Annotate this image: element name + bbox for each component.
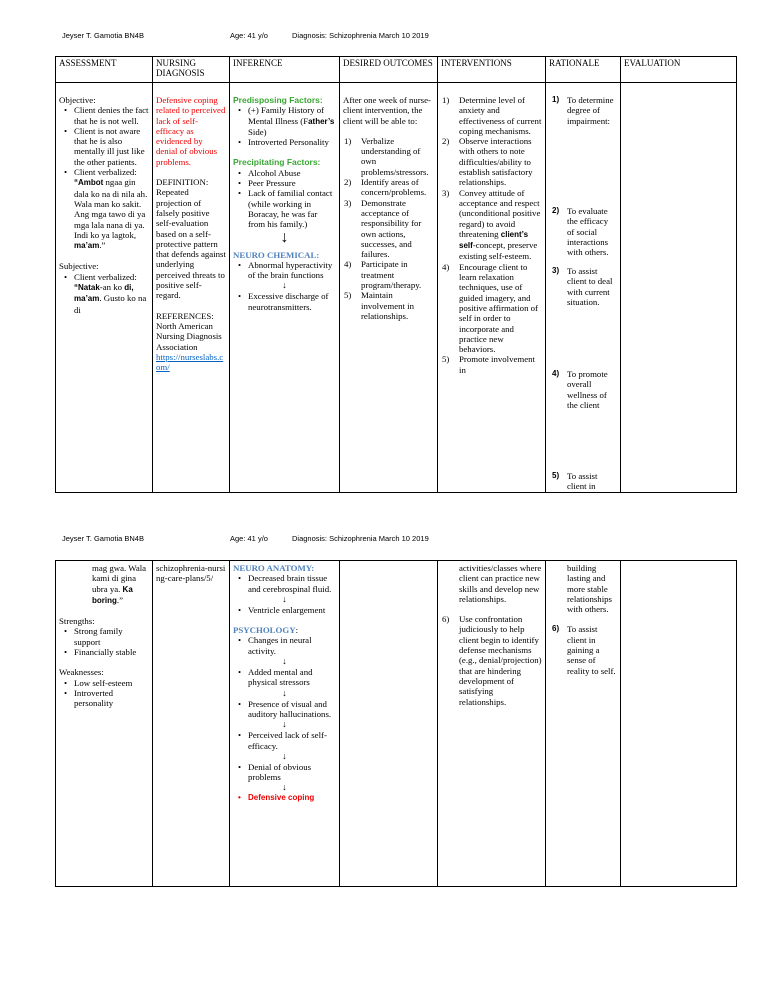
psychology-final-item: • Defensive coping (248, 793, 336, 803)
student-name: Jeyser T. Gamotia BN4B (62, 31, 144, 40)
references-label: REFERENCES: (156, 310, 214, 321)
down-arrow-icon: ↓ (282, 719, 287, 730)
fathers-text: ather’s (308, 116, 335, 126)
neuro-chemical-item: • Excessive discharge of neurotransmitters. (248, 291, 336, 312)
outcomes-cell (340, 561, 438, 887)
precipitating-label: Precipitating Factors: (233, 157, 321, 168)
col-assessment: ASSESSMENT (56, 57, 153, 83)
precipitating-item: • Lack of familial contact (while working in Boracay, he was far from his family.) (248, 188, 336, 229)
predisposing-list (233, 105, 336, 147)
down-arrow-icon: ↓ (282, 782, 287, 793)
quote-text: ngaa gin dala ko na di nila ah. Wala man ko sakit. Ang mga tawo di ya mga lala nana di ya. Indi ko ya lagtok, (74, 177, 148, 240)
reference-link[interactable]: https://nurseslabs.com/ (156, 351, 224, 373)
rationale-text: To evaluate the efficacy of social interactions with others. (567, 206, 609, 258)
rationale-number: 6) (552, 624, 560, 634)
intervention-text: Promote involvement in (459, 354, 535, 375)
outcomes-list (343, 136, 434, 321)
down-arrow-icon: ↓ (282, 656, 287, 667)
outcome-text: Demonstrate acceptance of responsibility for own actions, successes, and failures. (361, 197, 422, 260)
psychology-colon: : (295, 625, 299, 636)
rationale-continued: building lasting and more stable relationships with others. (567, 563, 612, 615)
rationale-list (549, 624, 617, 675)
definition-label: DEFINITION: (156, 177, 209, 188)
intervention-continued: activities/classes where client can practice new skills and develop new relationships. (459, 563, 542, 604)
down-arrow-icon: ↓ (280, 228, 289, 246)
strength-item: • Financially stable (74, 647, 149, 657)
predisposing-text: Side) (248, 126, 267, 137)
subjective-label: Subjective: (59, 261, 99, 272)
rationale-text: To assist client in gaining a sense of reality to self. (567, 624, 616, 676)
interventions-cell (438, 83, 546, 493)
psychology-list (233, 762, 336, 783)
subjective-continued (59, 563, 149, 606)
neuro-anatomy-list (233, 605, 336, 615)
psychology-list (233, 793, 336, 803)
quote-text: mag gwa. Wala kami di gina ubra ya. (92, 563, 147, 594)
inference-cell (230, 83, 340, 493)
outcome-item (344, 290, 434, 321)
quote-end: .” (116, 594, 123, 605)
outcome-text: Verbalize understanding of own problems/stressors. (361, 135, 429, 177)
intervention-item (442, 614, 542, 707)
interventions-cell (438, 561, 546, 887)
clients-self-text: client’s self (459, 229, 529, 251)
diagnosis-date: Diagnosis: Schizophrenia March 10 2019 (292, 534, 429, 543)
precipitating-list (233, 168, 336, 230)
outcome-number: 4) (344, 259, 352, 270)
psychology-item: • Changes in neural activity. (248, 635, 336, 656)
rationale-list (549, 95, 617, 492)
objective-item: • Client denies the fact that he is not well. (74, 105, 149, 126)
col-evaluation: EVALUATION (621, 57, 737, 83)
down-arrow-icon: ↓ (282, 750, 287, 761)
interventions-list (441, 95, 542, 375)
rationale-number: 2) (552, 206, 560, 215)
neuro-anatomy-label: NEURO ANATOMY: (233, 563, 315, 573)
reference-text: North American Nursing Diagnosis Association (156, 320, 222, 352)
psychology-item: • Presence of visual and auditory hallucinations. (248, 699, 336, 720)
psychology-item: • Denial of obvious problems (248, 762, 336, 783)
intervention-item (442, 95, 542, 136)
assessment-cell (56, 561, 153, 887)
down-arrow-icon: ↓ (282, 687, 287, 698)
rationale-item (552, 95, 617, 206)
psychology-item: • Added mental and physical stressors (248, 667, 336, 688)
weaknesses-label: Weaknesses: (59, 667, 104, 678)
outcome-item (344, 259, 434, 291)
strength-item: • Strong family support (74, 626, 149, 647)
rationale-item (552, 624, 617, 676)
evaluation-cell (621, 83, 737, 493)
psychology-list (233, 635, 336, 656)
psychology-list (233, 699, 336, 720)
quote-start: “Ambot (74, 178, 104, 188)
definition-text: Repeated projection of falsely positive self-evaluation based on a self-protective pattern that defends against underlying perceived threats to positive self-regard. (156, 187, 226, 301)
precipitating-item: • Alcohol Abuse (248, 168, 336, 178)
rationale-item (552, 206, 617, 266)
intervention-text: Determine level of anxiety and effectiveness of current coping mechanisms. (459, 95, 542, 136)
quote-end: .” (99, 240, 106, 251)
header-row (56, 57, 737, 83)
nursing-diagnosis-cell (153, 561, 230, 887)
diagnosis-date: Diagnosis: Schizophrenia March 10 2019 (292, 31, 429, 40)
intervention-number: 2) (442, 136, 450, 147)
quote-text: -an ko (99, 282, 125, 293)
down-arrow-icon: ↓ (282, 593, 287, 604)
outcome-item (344, 197, 434, 260)
rationale-text: To assist client to deal with current situation. (567, 266, 613, 307)
intervention-text: Encourage client to learn relaxation techniques, use of guided imagery, and positive affirmation of self in order to incorporate and practice new behaviors. (459, 261, 538, 355)
neuro-chemical-item: • Abnormal hyperactivity of the brain functions (248, 260, 336, 281)
psychology-title: PSYCHOLOGY (233, 625, 296, 636)
objective-label: Objective: (59, 95, 96, 105)
objective-item (74, 167, 149, 251)
intervention-text: Use confrontation judiciously to help client begin to identify defense mechanisms (e.g., denial/projection) that are hindering development of satisfying relationships. (459, 614, 542, 707)
rationale-number: 3) (552, 266, 560, 275)
col-inference: INFERENCE (230, 57, 340, 83)
intervention-text: -concept, preserve existing self-esteem. (459, 240, 538, 262)
intervention-number: 6) (442, 614, 450, 625)
rationale-text: To promote overall wellness of the client (567, 369, 608, 410)
inference-cell (230, 561, 340, 887)
outcomes-cell (340, 83, 438, 493)
predisposing-label: Predisposing Factors: (233, 95, 323, 105)
rationale-number: 4) (552, 369, 560, 378)
intervention-item (442, 187, 542, 262)
patient-age: Age: 41 y/o (230, 534, 268, 543)
subjective-list (59, 272, 149, 315)
nursing-diagnosis-statement: Defensive coping related to perceived lack of self-efficacy as evidenced by denial of obvious problems. (156, 95, 226, 167)
col-rationale: RATIONALE (546, 57, 621, 83)
content-row (56, 561, 737, 887)
col-nursing-diagnosis: NURSING DIAGNOSIS (153, 57, 230, 83)
outcome-number: 1) (344, 135, 352, 146)
interventions-list (441, 614, 542, 707)
strengths-list (59, 626, 149, 657)
intervention-item (442, 136, 542, 188)
subjective-item (74, 272, 149, 315)
outcome-text: Identify areas of concern/problems. (361, 177, 427, 198)
content-row (56, 83, 737, 493)
intervention-number: 5) (442, 354, 450, 365)
intervention-number: 3) (442, 187, 450, 198)
rationale-number: 5) (552, 471, 560, 480)
col-desired-outcomes: DESIRED OUTCOMES (340, 57, 438, 83)
intervention-number: 4) (442, 261, 450, 272)
rationale-text: To determine degree of impairment: (567, 95, 614, 126)
neuro-anatomy-item: • Decreased brain tissue and cerebrospinal fluid. (248, 573, 336, 594)
rationale-cell (546, 83, 621, 493)
weakness-item: • Low self-esteem (74, 678, 149, 688)
psychology-item: • Perceived lack of self-efficacy. (248, 730, 336, 751)
weakness-item: • Introverted personality (74, 688, 149, 709)
down-arrow-icon: ↓ (282, 280, 287, 291)
strengths-label: Strengths: (59, 616, 95, 627)
outcome-number: 3) (344, 197, 352, 208)
precipitating-item: • Peer Pressure (248, 178, 336, 188)
outcome-item (344, 135, 434, 177)
rationale-number: 1) (552, 95, 560, 104)
verbalized-label: Client verbalized: (74, 271, 137, 282)
outcome-number: 5) (344, 290, 352, 301)
neuro-chemical-list (233, 260, 336, 281)
objective-item: • Client is not aware that he is also mentally ill just like the other patients. (74, 126, 149, 167)
assessment-cell (56, 83, 153, 493)
rationale-item (552, 266, 617, 369)
col-interventions: INTERVENTIONS (438, 57, 546, 83)
outcome-text: Participate in treatment program/therapy. (361, 259, 422, 291)
neuro-chemical-list (233, 291, 336, 312)
quote-maam: di, ma’am (74, 283, 134, 304)
outcome-item (344, 177, 434, 198)
patient-age: Age: 41 y/o (230, 31, 268, 40)
reference-link-continued[interactable]: schizophrenia-nursing-care-plans/5/ (156, 563, 226, 584)
intervention-number: 1) (442, 95, 450, 105)
intervention-text: Convey attitude of acceptance and respect (unconditional positive regard) to avoid threatening (459, 187, 541, 239)
predisposing-item: • Introverted Personality (248, 137, 336, 147)
intervention-item (442, 354, 542, 375)
student-name: Jeyser T. Gamotia BN4B (62, 534, 144, 543)
psychology-list (233, 667, 336, 688)
quote-start: “Natak (74, 283, 100, 293)
care-plan-table-page2 (55, 560, 737, 887)
neuro-anatomy-list (233, 573, 336, 594)
quote-maam: ma’am (74, 241, 100, 251)
neuro-anatomy-item: • Ventricle enlargement (248, 605, 336, 615)
intervention-text: Observe interactions with others to note difficulties/ability to establish satisfactory relationships. (459, 136, 533, 188)
evaluation-cell (621, 561, 737, 887)
quote-boring: Ka boring (92, 584, 133, 605)
intervention-item (442, 261, 542, 355)
outcome-text: Maintain involvement in relationships. (361, 290, 415, 321)
psychology-list (233, 730, 336, 751)
neuro-chemical-label: NEURO CHEMICAL: (233, 249, 320, 260)
rationale-item (552, 471, 617, 492)
quote-text: . Gusto ko na di (74, 293, 147, 315)
care-plan-table-page1 (55, 56, 737, 493)
verbalized-label: Client verbalized: (74, 167, 137, 178)
nursing-diagnosis-cell (153, 83, 230, 493)
outcomes-intro: After one week of nurse-client intervention, the client will be able to: (343, 95, 431, 126)
predisposing-text: (+) Family History of Mental Illness (F (248, 105, 325, 126)
rationale-item (552, 369, 617, 471)
objective-list (59, 105, 149, 251)
rationale-cell (546, 561, 621, 887)
rationale-text: To assist client in (567, 471, 598, 492)
psychology-label (233, 625, 336, 635)
predisposing-item (248, 105, 336, 137)
outcome-number: 2) (344, 177, 352, 188)
weaknesses-list (59, 678, 149, 709)
